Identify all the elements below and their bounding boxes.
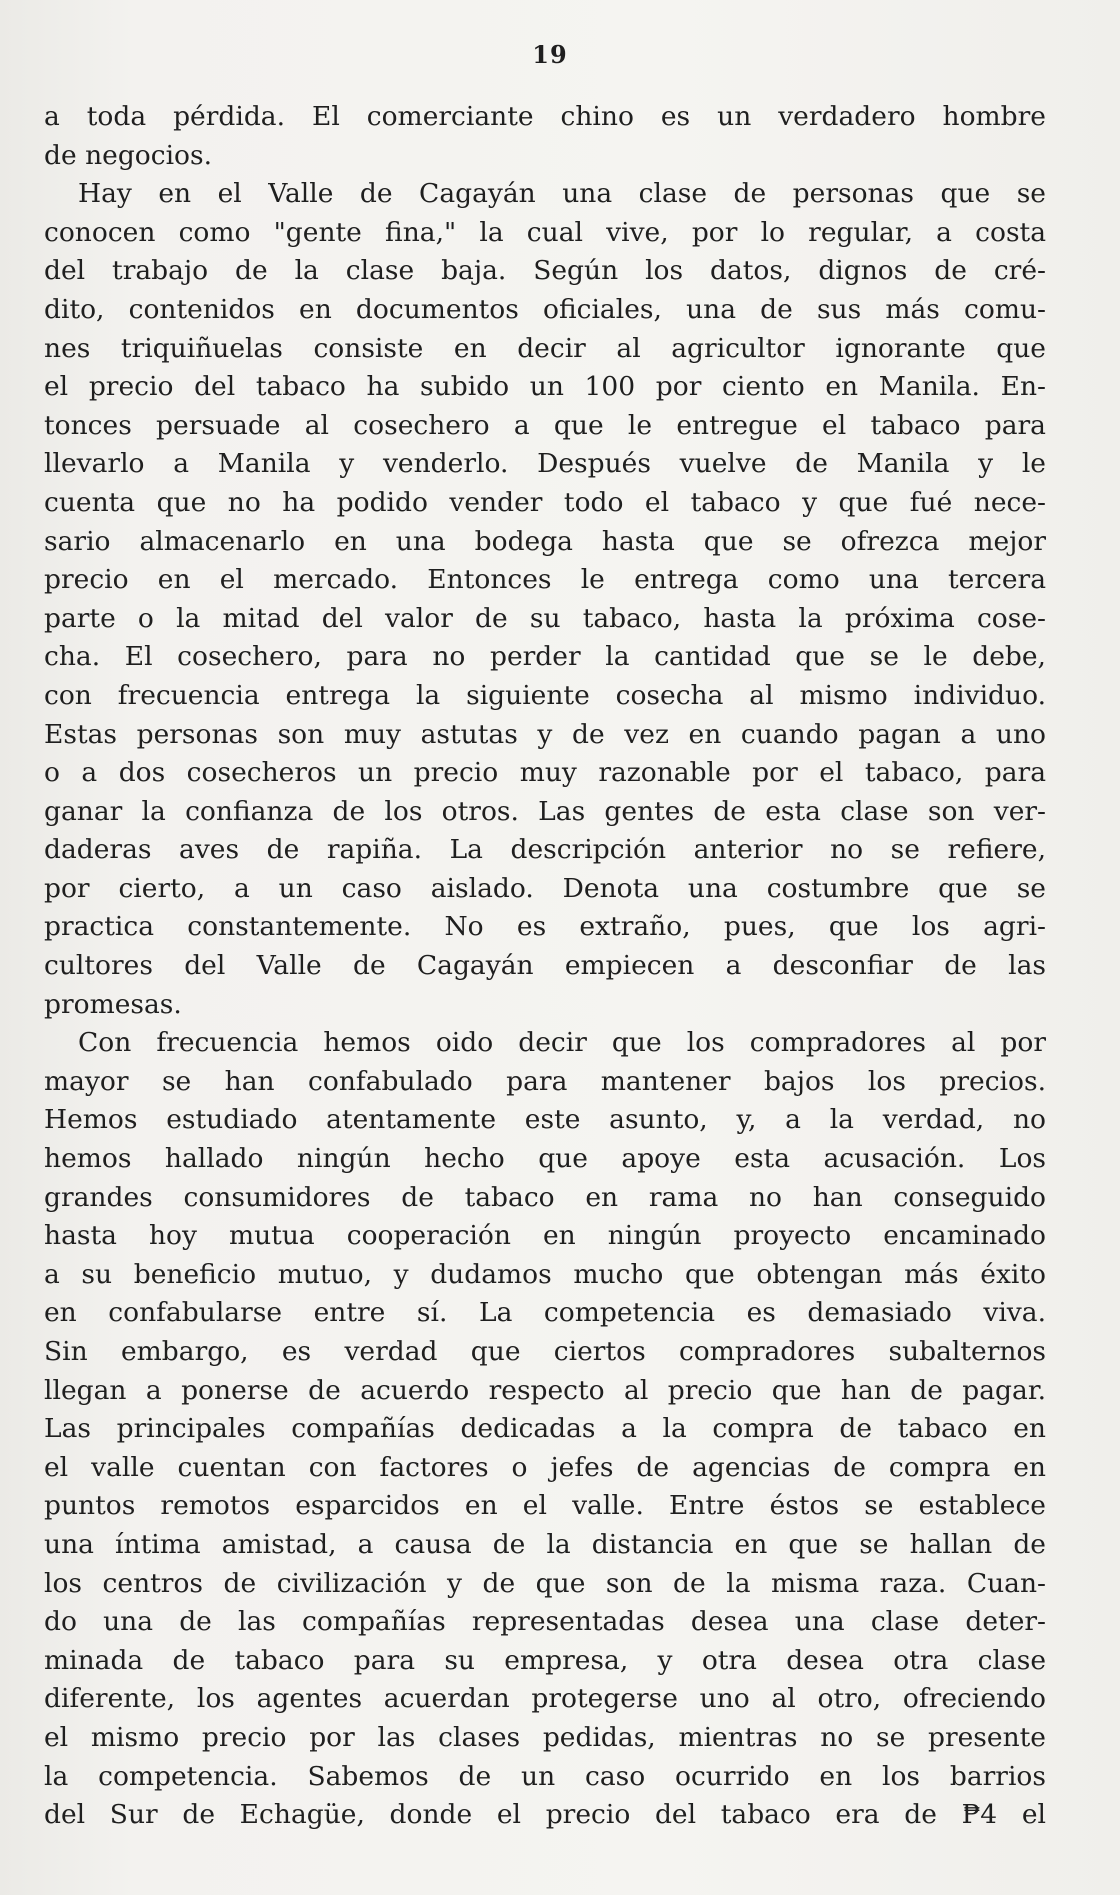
text-line: con frecuencia entrega la siguiente cosecha al mismo individuo. <box>44 679 1046 711</box>
text-line: mayor se han confabulado para mantener bajos los precios. <box>44 1065 1046 1097</box>
text-line: hasta hoy mutua cooperación en ningún proyecto encaminado <box>44 1220 1046 1252</box>
text-line: el valle cuentan con factores o jefes de agencias de compra en <box>44 1451 1046 1483</box>
text-line: tonces persuade al cosechero a que le entregue el tabaco para <box>44 409 1046 441</box>
text-line: puntos remotos esparcidos en el valle. Entre éstos se establece <box>44 1490 1046 1522</box>
text-line: Las principales compañías dedicadas a la compra de tabaco en <box>44 1413 1046 1445</box>
text-line: a toda pérdida. El comerciante chino es un verdadero hombre <box>44 101 1046 132</box>
text-line: el mismo precio por las clases pedidas, mientras no se presente <box>44 1721 1046 1753</box>
text-line: Hemos estudiado atentamente este asunto, y, a la verdad, no <box>44 1104 1046 1136</box>
text-line: Estas personas son muy astutas y de vez en cuando pagan a uno <box>44 718 1046 750</box>
text-line: a su beneficio mutuo, y dudamos mucho que obtengan más éxito <box>44 1258 1046 1290</box>
text-line: en confabularse entre sí. La competencia es demasiado viva. <box>44 1297 1046 1329</box>
text-line: do una de las compañías representadas desea una clase deter- <box>44 1606 1046 1638</box>
text-line: de negocios. <box>44 139 213 171</box>
text-line: parte o la mitad del valor de su tabaco, hasta la próxima cose- <box>44 602 1046 634</box>
text-line: o a dos cosecheros un precio muy razonable por el tabaco, para <box>44 757 1046 789</box>
text-line: Con frecuencia hemos oido decir que los compradores al por <box>78 1027 1046 1059</box>
text-line: diferente, los agentes acuerdan protegerse uno al otro, ofreciendo <box>44 1683 1046 1715</box>
text-line: minada de tabaco para su empresa, y otra desea otra clase <box>44 1644 1046 1676</box>
text-line: sario almacenarlo en una bodega hasta que se ofrezca mejor <box>44 525 1046 557</box>
body-text <box>44 98 1046 1835</box>
text-line: los centros de civilización y de que son de la misma raza. Cuan- <box>44 1567 1046 1599</box>
text-line: grandes consumidores de tabaco en rama no han conseguido <box>44 1181 1046 1213</box>
text-line: Hay en el Valle de Cagayán una clase de personas que se <box>78 178 1046 210</box>
text-line: cha. El cosechero, para no perder la cantidad que se le debe, <box>44 641 1046 673</box>
text-line: hemos hallado ningún hecho que apoye esta acusación. Los <box>44 1143 1046 1175</box>
text-line: promesas. <box>44 988 182 1020</box>
text-line: cuenta que no ha podido vender todo el tabaco y que fué nece- <box>44 486 1046 518</box>
text-line: precio en el mercado. Entonces le entrega como una tercera <box>44 564 1046 596</box>
text-line: la competencia. Sabemos de un caso ocurrido en los barrios <box>44 1760 1046 1792</box>
text-line: dito, contenidos en documentos oficiales, una de sus más comu- <box>44 293 1046 325</box>
text-line: nes triquiñuelas consiste en decir al agricultor ignorante que <box>44 332 1046 364</box>
text-line: Sin embargo, es verdad que ciertos compradores subalternos <box>44 1336 1046 1367</box>
text-line: una íntima amistad, a causa de la distancia en que se hallan de <box>44 1528 1046 1560</box>
text-line: por cierto, a un caso aislado. Denota una costumbre que se <box>44 872 1046 904</box>
text-line: llevarlo a Manila y venderlo. Después vuelve de Manila y le <box>44 448 1046 480</box>
text-line: el precio del tabaco ha subido un 100 por ciento en Manila. En- <box>44 371 1046 403</box>
text-line: daderas aves de rapiña. La descripción anterior no se refiere, <box>44 834 1046 866</box>
text-line: del Sur de Echagüe, donde el precio del tabaco era de ₱4 el <box>44 1799 1046 1831</box>
text-line: llegan a ponerse de acuerdo respecto al precio que han de pagar. <box>44 1374 1046 1406</box>
text-line: del trabajo de la clase baja. Según los datos, dignos de cré- <box>44 255 1046 287</box>
text-line: practica constantemente. No es extraño, pues, que los agri- <box>44 911 1046 943</box>
page-number: 19 <box>532 40 568 69</box>
text-line: ganar la confianza de los otros. Las gentes de esta clase son ver- <box>44 795 1046 827</box>
text-line: cultores del Valle de Cagayán empiecen a desconfiar de las <box>44 950 1046 982</box>
text-line: conocen como "gente fina," la cual vive, por lo regular, a costa <box>44 216 1046 248</box>
